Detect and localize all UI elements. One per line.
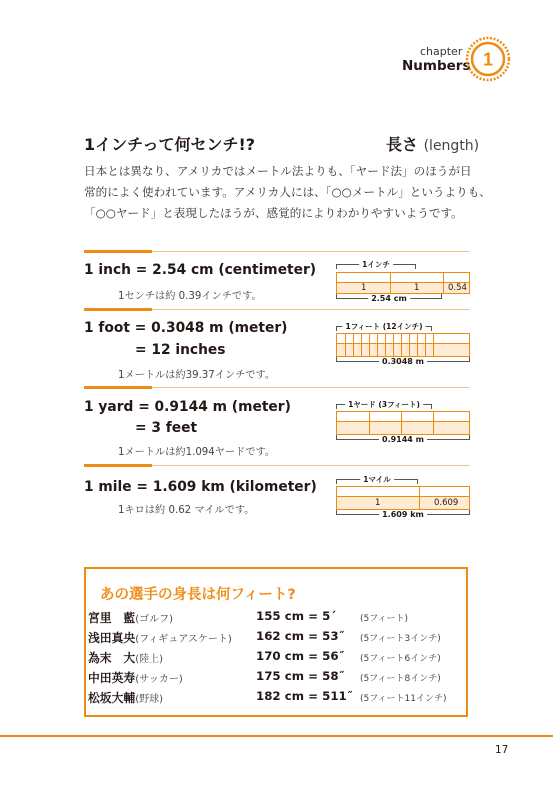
page-title: 1インチって何センチ!? <box>84 135 256 154</box>
conversion-inch: 1 inch = 2.54 cm (centimeter) <box>84 262 317 278</box>
section-divider-accent <box>84 308 152 311</box>
athlete-name: 浅田真央(フィギュアスケート) <box>88 631 232 645</box>
diagram-title: 1マイル <box>360 474 394 485</box>
athlete-name: 為末 大(陸上) <box>88 651 164 665</box>
foot-diagram <box>336 321 470 367</box>
athlete-name: 宮里 藍(ゴルフ) <box>88 611 174 625</box>
conversion-yard: 1 yard = 0.9144 m (meter) <box>84 399 291 415</box>
athlete-row <box>88 669 468 689</box>
athlete-height-note: (5フィート8インチ) <box>360 674 441 684</box>
page-number: 17 <box>495 744 509 756</box>
chapter-number-badge <box>465 36 511 82</box>
athlete-height: 170 cm = 56˝ <box>256 649 345 663</box>
conversion-yard-alt: = 3 feet <box>135 420 198 436</box>
conversion-note: 1センチは約 0.39インチです。 <box>118 291 262 302</box>
chapter-number: 1 <box>482 49 494 70</box>
inch-diagram <box>336 259 470 305</box>
conversion-note: 1キロは約 0.62 マイルです。 <box>118 505 255 516</box>
athlete-height: 175 cm = 58˝ <box>256 669 345 683</box>
athlete-height-note: (5フィート6インチ) <box>360 654 441 664</box>
footer-rule <box>0 735 553 737</box>
intro-paragraph <box>84 161 491 224</box>
mile-diagram <box>336 474 470 522</box>
athlete-row <box>88 689 468 709</box>
section-divider-accent <box>84 464 152 467</box>
diagram-label: 1 <box>361 283 367 293</box>
athlete-height: 182 cm = 511˝ <box>256 689 353 703</box>
diagram-title: 1ヤード (3フィート) <box>345 399 423 410</box>
athlete-height: 155 cm = 5´ <box>256 609 337 623</box>
athlete-row <box>88 609 468 629</box>
athlete-height: 162 cm = 53˝ <box>256 629 345 643</box>
athlete-name: 松坂大輔(野球) <box>88 691 164 705</box>
athlete-height-note: (5フィート3インチ) <box>360 634 441 644</box>
intro-line: 「○○ヤード」と表現したほうが、感覚的によりわかりやすいようです。 <box>84 206 463 220</box>
diagram-caption: 1.609 km <box>379 510 427 519</box>
yard-diagram <box>336 399 470 447</box>
diagram-label: 1 <box>414 283 420 293</box>
athlete-height-note: (5フィート11インチ) <box>360 694 447 704</box>
chapter-name: Numbers <box>402 58 471 74</box>
diagram-caption: 2.54 cm <box>368 294 410 303</box>
diagram-caption: 0.3048 m <box>379 357 427 366</box>
intro-line: 日本とは異なり、アメリカではメートル法よりも、「ヤード法」のほうが日 <box>84 164 472 178</box>
section-divider-accent <box>84 386 152 389</box>
chapter-label: chapter <box>420 45 463 58</box>
diagram-title: 1フィート (12インチ) <box>342 321 425 332</box>
athlete-row <box>88 649 468 669</box>
conversion-foot: 1 foot = 0.3048 m (meter) <box>84 320 288 336</box>
athlete-name: 中田英寿(サッカー) <box>88 671 183 685</box>
diagram-label: 0.609 <box>434 498 459 508</box>
diagram-title: 1インチ <box>359 259 393 270</box>
diagram-label: 1 <box>375 498 381 508</box>
conversion-note: 1メートルは約39.37インチです。 <box>118 370 276 381</box>
box-title: あの選手の身長は何フィート? <box>100 587 296 603</box>
section-divider-accent <box>84 250 152 253</box>
conversion-note: 1メートルは約1.094ヤードです。 <box>118 447 276 458</box>
diagram-caption: 0.9144 m <box>379 435 427 444</box>
intro-line: 常的によく使われています。アメリカ人には、「○○メートル」というよりも、 <box>84 185 491 199</box>
athlete-row <box>88 629 468 649</box>
athlete-height-note: (5フィート) <box>360 614 409 624</box>
topic-heading: 長さ (length) <box>386 135 480 154</box>
conversion-mile: 1 mile = 1.609 km (kilometer) <box>84 479 317 495</box>
diagram-label: 0.54 <box>448 283 467 293</box>
conversion-foot-alt: = 12 inches <box>135 342 226 358</box>
